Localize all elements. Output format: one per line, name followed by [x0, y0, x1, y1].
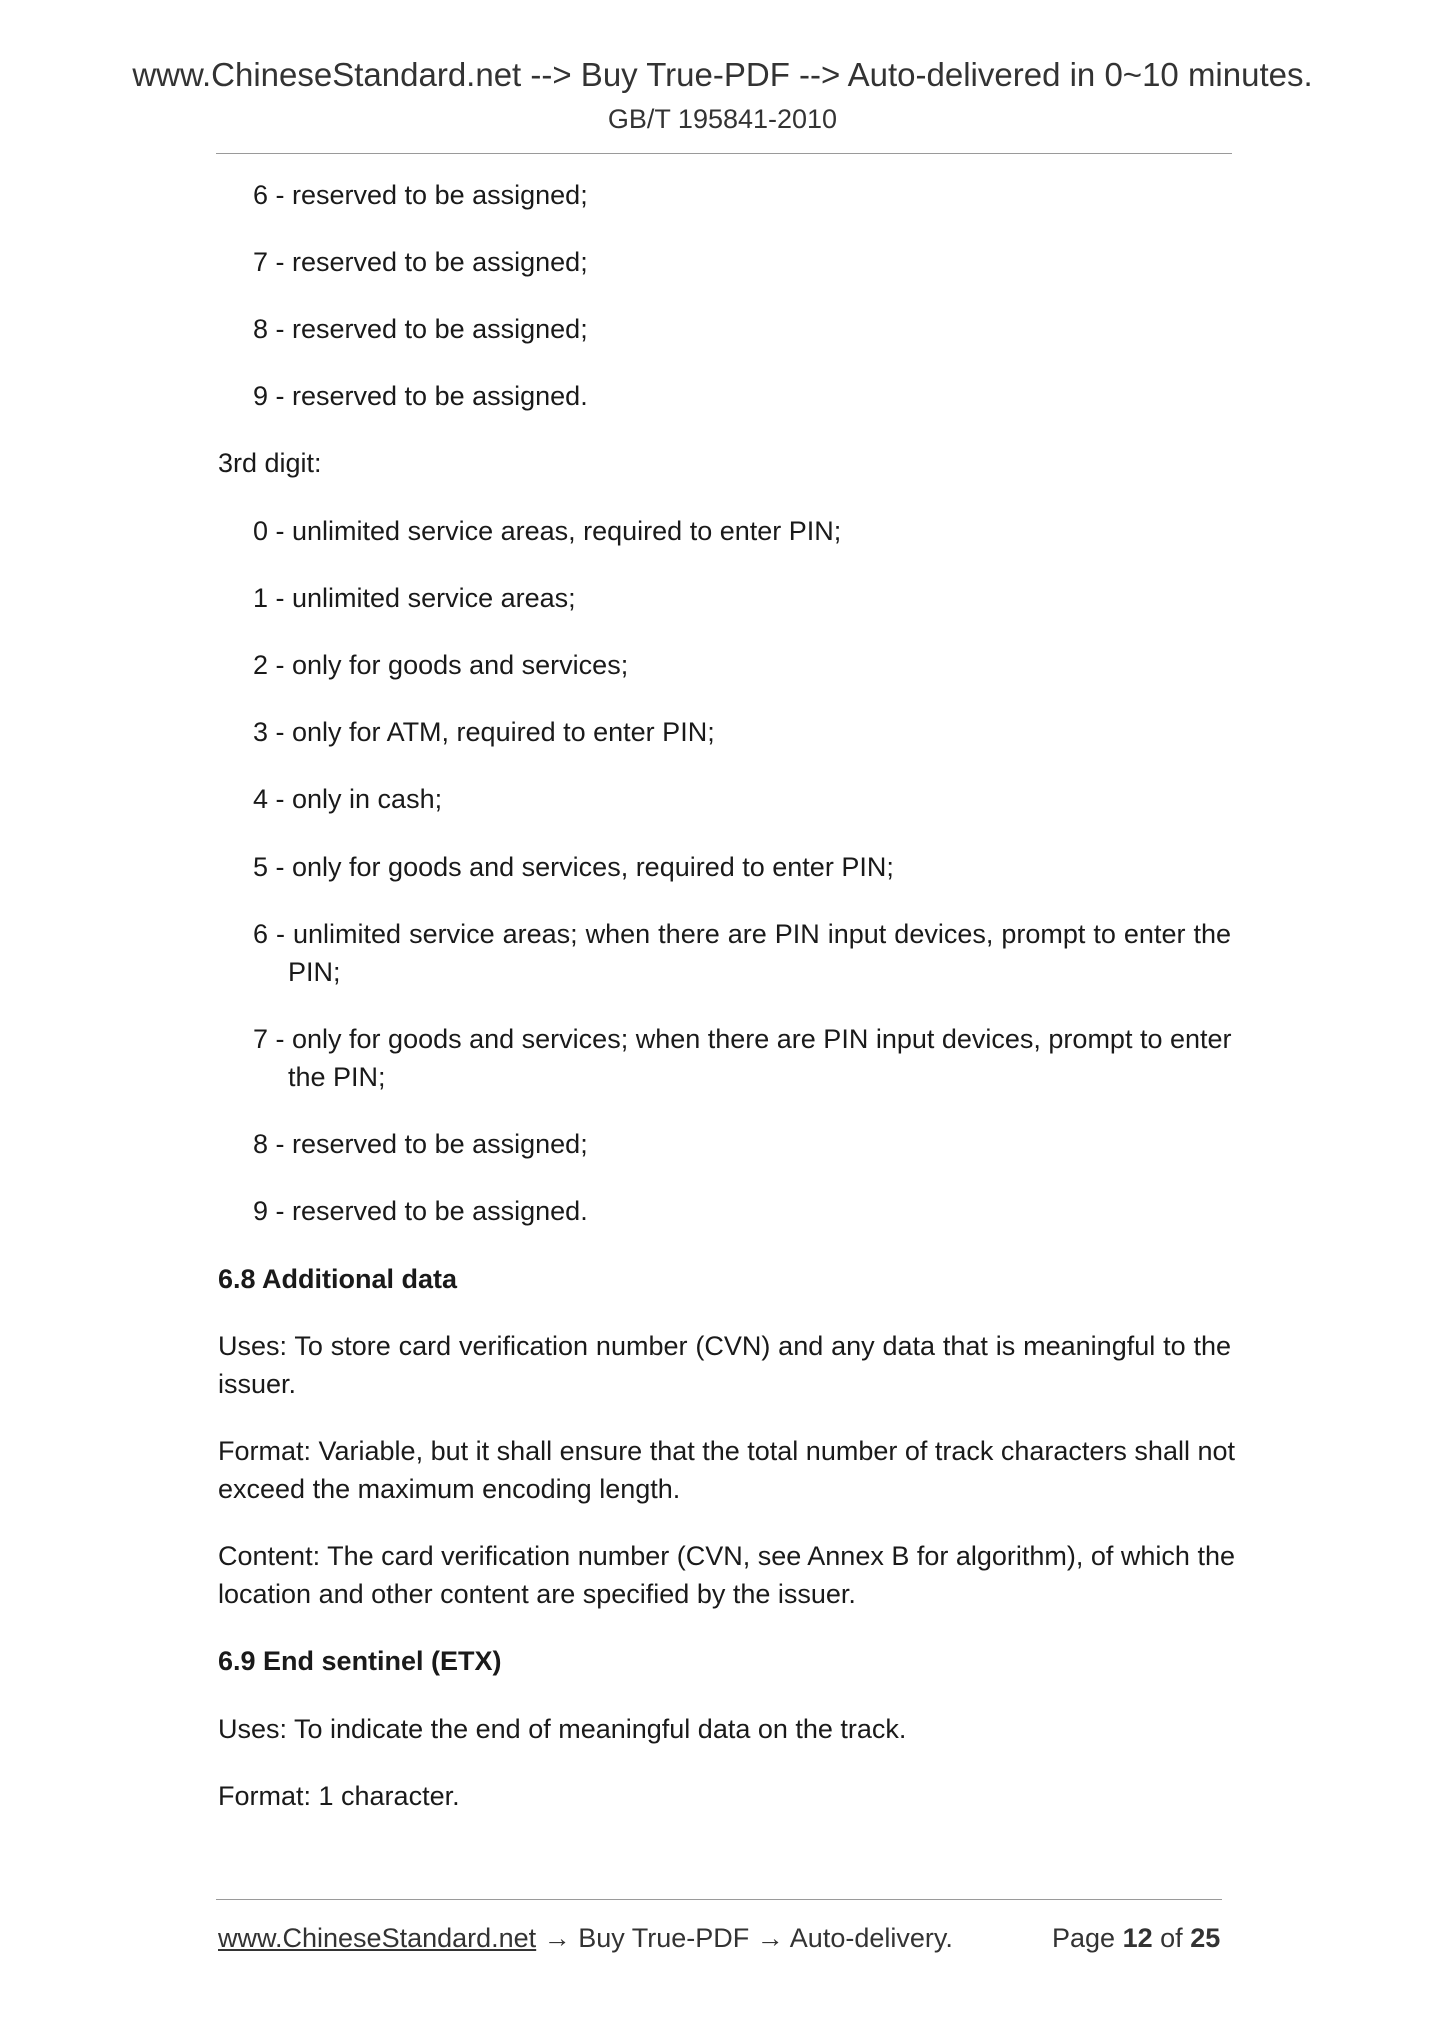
list-item: 8 - reserved to be assigned;	[253, 314, 588, 344]
list-item: 9 - reserved to be assigned.	[253, 1196, 588, 1226]
header-banner: www.ChineseStandard.net --> Buy True-PDF --> Auto-delivered in 0~10 minutes.	[132, 56, 1313, 93]
list-item: 8 - reserved to be assigned;	[253, 1129, 588, 1159]
paragraph-line: location and other content are specified by the issuer.	[218, 1579, 856, 1609]
paragraph-line: Content: The card verification number (CVN, see Annex B for algorithm), of which the	[218, 1541, 1235, 1571]
footer-site-link[interactable]: www.ChineseStandard.net	[218, 1923, 537, 1953]
list-item: 6 - reserved to be assigned;	[253, 180, 588, 210]
list-item: 0 - unlimited service areas, required to enter PIN;	[253, 516, 842, 546]
footer-delivery-text: Auto-delivery.	[789, 1923, 953, 1953]
page-label: Page	[1052, 1923, 1116, 1953]
paragraph-line: Uses: To store card verification number (CVN) and any data that is meaningful to the	[218, 1331, 1231, 1361]
page-of: of	[1160, 1923, 1183, 1953]
paragraph-line: Uses: To indicate the end of meaningful data on the track.	[218, 1714, 907, 1744]
section-heading: 6.9 End sentinel (ETX)	[218, 1646, 502, 1676]
list-item: 1 - unlimited service areas;	[253, 583, 576, 613]
list-item: 9 - reserved to be assigned.	[253, 381, 588, 411]
footer-buy-text: Buy True-PDF	[578, 1923, 750, 1953]
page-total: 25	[1190, 1923, 1221, 1953]
list-item: 7 - only for goods and services; when there are PIN input devices, prompt to enter	[253, 1024, 1232, 1054]
footer-divider	[216, 1899, 1222, 1900]
header-divider	[216, 153, 1232, 154]
right-arrow-icon: →	[756, 1923, 784, 1953]
standard-id: GB/T 195841-2010	[607, 104, 838, 134]
right-arrow-icon: →	[543, 1923, 571, 1953]
list-item: 5 - only for goods and services, required to enter PIN;	[253, 852, 894, 882]
list-item: 3 - only for ATM, required to enter PIN;	[253, 717, 715, 747]
list-item-continuation: the PIN;	[288, 1062, 386, 1092]
list-item: 4 - only in cash;	[253, 784, 443, 814]
footer-promo	[218, 1919, 953, 1957]
page-indicator	[1052, 1919, 1220, 1957]
paragraph-line: issuer.	[218, 1369, 297, 1399]
paragraph-line: Format: Variable, but it shall ensure that the total number of track characters shall not	[218, 1436, 1235, 1466]
paragraph-line: exceed the maximum encoding length.	[218, 1474, 681, 1504]
list-item: 7 - reserved to be assigned;	[253, 247, 588, 277]
paragraph-line: Format: 1 character.	[218, 1781, 460, 1811]
third-digit-label: 3rd digit:	[218, 448, 322, 478]
list-item-continuation: PIN;	[288, 957, 341, 987]
list-item: 6 - unlimited service areas; when there are PIN input devices, prompt to enter the	[253, 919, 1231, 949]
list-item: 2 - only for goods and services;	[253, 650, 629, 680]
section-heading: 6.8 Additional data	[218, 1264, 458, 1294]
page-current: 12	[1122, 1923, 1153, 1953]
